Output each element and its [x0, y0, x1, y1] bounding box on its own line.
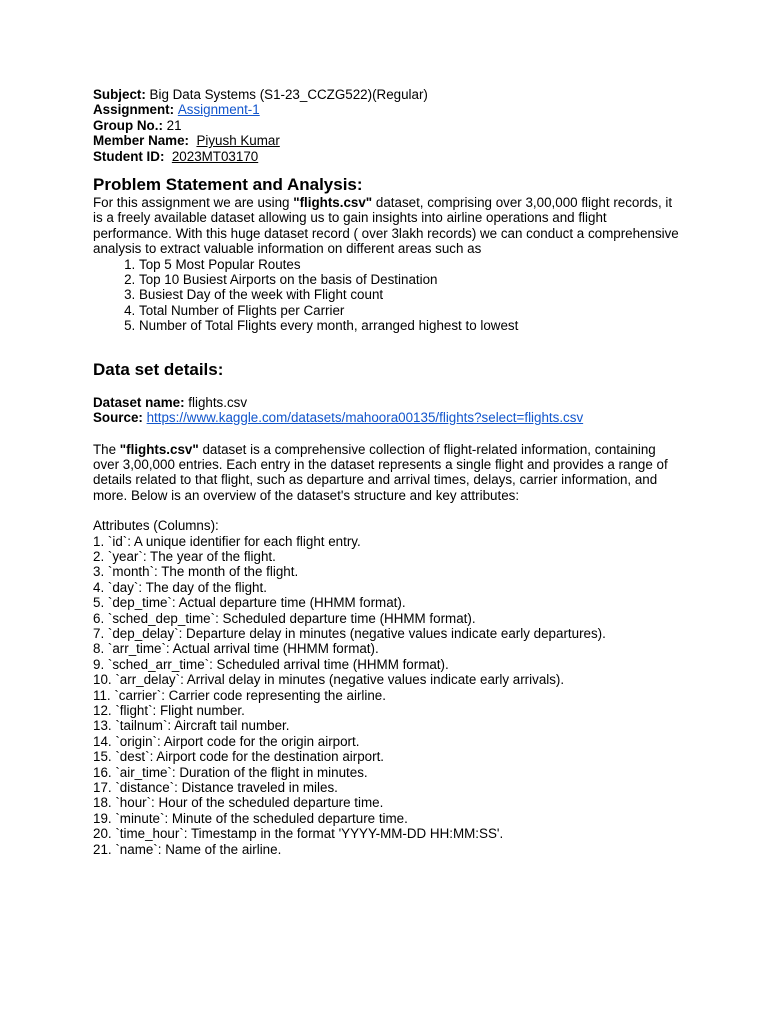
dataset-heading: Data set details:: [93, 359, 224, 379]
list-item: 1. `id`: A unique identifier for each flight entry.: [93, 533, 361, 549]
list-item: 14. `origin`: Airport code for the origin airport.: [93, 733, 360, 749]
problem-intro: For this assignment we are using "flights.csv" dataset, comprising over 3,00,000 flight records, it is a freely available dataset allowing us to gain insights into airline operations and flight performance. With this huge dataset record ( over 3lakh records) we can conduct a comprehensive analysis to extract valuable information on different areas such as: [93, 195, 679, 257]
list-item: 3. `month`: The month of the flight.: [93, 564, 299, 580]
subject-line: [93, 87, 693, 102]
list-item: 3. Busiest Day of the week with Flight count: [139, 287, 693, 302]
assignment-line: [93, 102, 693, 117]
list-item: 2. `year`: The year of the flight.: [93, 548, 276, 564]
student-id-line: [93, 149, 693, 164]
dataset-description: The "flights.csv" dataset is a comprehensive collection of flight-related information, containing over 3,00,000 entries. Each entry in the dataset represents a single flight and provides a range of details related to that flight, such as departure and arrival times, delays, carrier information, and more. Below is an overview of the dataset's structure and key attributes:: [93, 441, 668, 503]
list-item: 2. Top 10 Busiest Airports on the basis of Destination: [139, 272, 693, 287]
student-id-label: Student ID:: [93, 148, 165, 164]
group-line: [93, 118, 693, 133]
student-id-value: 2023MT03170: [171, 148, 259, 164]
list-item: 4. Total Number of Flights per Carrier: [139, 303, 693, 318]
document-page: [93, 87, 693, 857]
group-value: 21: [162, 117, 182, 133]
problem-heading: Problem Statement and Analysis:: [93, 175, 363, 195]
list-item: 15. `dest`: Airport code for the destination airport.: [93, 749, 385, 765]
list-item: 16. `air_time`: Duration of the flight in minutes.: [93, 764, 368, 780]
dataset-name-label: Dataset name:: [93, 394, 185, 410]
list-item: 5. Number of Total Flights every month, arranged highest to lowest: [139, 318, 693, 333]
list-item: 6. `sched_dep_time`: Scheduled departure time (HHMM format).: [93, 610, 476, 626]
list-item: 9. `sched_arr_time`: Scheduled arrival time (HHMM format).: [93, 656, 449, 672]
source-label: Source:: [93, 410, 143, 426]
member-line: [93, 133, 693, 148]
analysis-list: [93, 257, 693, 334]
list-item: 4. `day`: The day of the flight.: [93, 579, 267, 595]
list-item: 21. `name`: Name of the airline.: [93, 841, 282, 857]
list-item: 8. `arr_time`: Actual arrival time (HHMM format).: [93, 641, 379, 657]
list-item: 1. Top 5 Most Popular Routes: [139, 257, 693, 272]
attributes-heading: Attributes (Columns):: [93, 518, 219, 534]
list-item: 12. `flight`: Flight number.: [93, 703, 245, 718]
list-item: 17. `distance`: Distance traveled in miles.: [93, 780, 338, 796]
list-item: 7. `dep_delay`: Departure delay in minutes (negative values indicate early departures).: [93, 625, 606, 641]
list-item: 13. `tailnum`: Aircraft tail number.: [93, 718, 290, 734]
list-item: 10. `arr_delay`: Arrival delay in minutes (negative values indicate early arrivals).: [93, 672, 565, 688]
member-value: Piyush Kumar: [196, 133, 280, 149]
subject-value: Big Data Systems (S1-23_CCZG522)(Regular): [145, 87, 428, 102]
source-line: [93, 410, 693, 425]
dataset-name-line: [93, 395, 693, 410]
attributes-list: [93, 534, 693, 858]
list-item: 20. `time_hour`: Timestamp in the format 'YYYY-MM-DD HH:MM:SS'.: [93, 826, 504, 842]
list-item: 19. `minute`: Minute of the scheduled departure time.: [93, 810, 408, 826]
source-link[interactable]: https://www.kaggle.com/datasets/mahoora00135/flights?select=flights.csv: [146, 410, 584, 426]
list-item: 11. `carrier`: Carrier code representing the airline.: [93, 687, 386, 703]
assignment-label: Assignment:: [93, 102, 175, 118]
dataset-name-value: flights.csv: [184, 394, 248, 410]
group-label: Group No.:: [93, 117, 163, 133]
list-item: 18. `hour`: Hour of the scheduled departure time.: [93, 795, 384, 811]
list-item: 5. `dep_time`: Actual departure time (HHMM format).: [93, 595, 406, 611]
member-label: Member Name:: [93, 133, 189, 149]
assignment-link[interactable]: Assignment-1: [177, 102, 260, 118]
subject-label: Subject:: [93, 87, 146, 102]
